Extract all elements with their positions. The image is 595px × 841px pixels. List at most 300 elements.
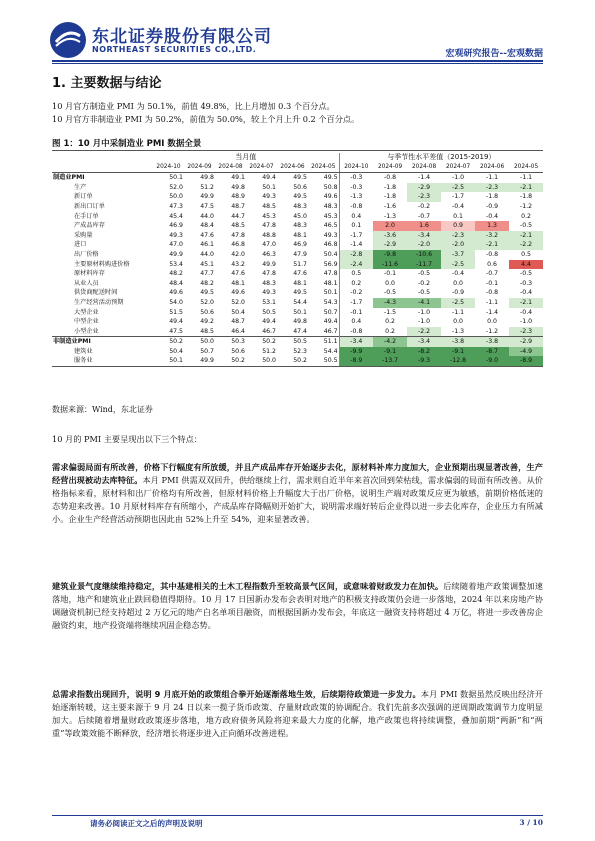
current-value-cell: 49.5 bbox=[293, 289, 307, 297]
deviation-value-cell: 0.2 bbox=[385, 318, 395, 326]
deviation-value-cell: -1.8 bbox=[384, 193, 397, 201]
current-value-cell: 49.3 bbox=[323, 231, 338, 239]
deviation-value-cell: -1.8 bbox=[520, 193, 533, 201]
current-value-cell: 49.3 bbox=[262, 193, 276, 201]
deviation-value-cell: -2.3 bbox=[407, 192, 441, 202]
deviation-value-cell: 0.0 bbox=[453, 279, 463, 287]
current-value-cell: 47.6 bbox=[231, 270, 245, 278]
deviation-value-cell: -1.7 bbox=[339, 231, 373, 241]
header-divider bbox=[52, 60, 543, 62]
row-label: 从业人员 bbox=[74, 279, 99, 287]
table-row bbox=[52, 279, 543, 289]
deviation-value-cell: 1.6 bbox=[407, 221, 441, 231]
deviation-value-cell: -1.0 bbox=[418, 318, 431, 326]
deviation-value-cell: -4.9 bbox=[509, 347, 543, 357]
paragraph-2-highlight: 需求偏弱局面有所改善，价格下行幅度有所放缓，并且产成品库存开始逐步去化，原材料补库力度加大，企业预期出现显著改善，生产经营出现被动去库特征。 bbox=[52, 462, 543, 485]
deviation-value-cell: -4.1 bbox=[407, 298, 441, 308]
intro-line-1: 10 月官方制造业 PMI 为 50.1%，前值 49.8%，比上月增加 0.3 个百分点。 bbox=[52, 101, 335, 111]
deviation-value-cell: -9.1 bbox=[373, 347, 407, 357]
table-row bbox=[52, 231, 543, 241]
table-corner bbox=[52, 153, 153, 163]
deviation-value-cell: 0.1 bbox=[339, 221, 373, 231]
current-value-cell: 48.8 bbox=[262, 231, 276, 239]
deviation-value-cell: -0.8 bbox=[339, 327, 373, 337]
table-row bbox=[52, 308, 543, 318]
current-date-header: 2024-10 bbox=[153, 163, 184, 173]
section-title: 1. 主要数据与结论 bbox=[52, 76, 162, 91]
current-value-cell: 50.7 bbox=[323, 308, 338, 316]
current-value-cell: 46.8 bbox=[231, 241, 245, 249]
body-paragraph-3 bbox=[52, 580, 543, 632]
deviation-value-cell: -9.8 bbox=[373, 250, 407, 260]
footer-divider bbox=[52, 815, 543, 816]
deviation-value-cell: -2.3 bbox=[475, 183, 509, 193]
deviation-date-header: 2024-05 bbox=[509, 163, 543, 173]
deviation-value-cell: 2.0 bbox=[373, 221, 407, 231]
row-label: 主要原材料购进价格 bbox=[74, 260, 130, 268]
deviation-value-cell: -0.1 bbox=[384, 270, 397, 278]
deviation-value-cell: -0.1 bbox=[339, 308, 373, 318]
deviation-value-cell: -1.0 bbox=[452, 174, 465, 182]
group-header-deviation: 与季节性水平差值（2015-2019） bbox=[339, 153, 543, 163]
paragraph-2-text: 本月 PMI 供需双双回升，供给继续上行，需求则自近半年来首次回到荣枯线，需求偏弱的局面有所改善。从价格指标来看，原材料和出厂价格均有所改善，但原材料价格上升幅度大于出厂价格，说明生产端对政策反应更为敏感，前期价格低迷的态势迎来改善。10 月原材料库存有所缩小，产成品库存降幅则开始扩大，说明需求端好转后企业得以进一步去化库存，企业压力有所减小。企业生产经营活动预期也因此由 52%上升至 54%，迎来显著改善。 bbox=[52, 475, 543, 524]
deviation-value-cell: -0.7 bbox=[486, 270, 499, 278]
deviation-value-cell: 0.5 bbox=[339, 269, 373, 279]
deviation-value-cell: 0.2 bbox=[339, 279, 373, 289]
current-value-cell: 47.9 bbox=[293, 250, 307, 258]
deviation-value-cell: -1.1 bbox=[486, 298, 499, 306]
deviation-value-cell: -3.4 bbox=[407, 337, 441, 347]
current-value-cell: 54.3 bbox=[323, 298, 338, 306]
deviation-value-cell: -1.1 bbox=[452, 308, 465, 316]
company-name-en: NORTHEAST SECURITIES CO.,LTD. bbox=[92, 45, 257, 54]
current-date-header: 2024-07 bbox=[246, 163, 277, 173]
paragraph-3-text: 后续随着地产政策调整加速落地，地产和建筑业止跌回稳值得期待。10 月 17 日国新办发布会表明对地产的积极支持政策仍会进一步落地，2024 年以来房地产协调融资机制已经支持超过 2 万亿元的地产白名单项目融资，而根据国新办发布会，年底这一融资支持将超过 4 万亿，将进一步改善房企融资约束，地产投资端将继续巩固企稳态势。 bbox=[52, 581, 543, 630]
deviation-value-cell: -2.3 bbox=[509, 327, 543, 337]
current-value-cell: 48.4 bbox=[169, 279, 183, 287]
deviation-value-cell: -2.1 bbox=[509, 298, 543, 308]
deviation-value-cell: -1.6 bbox=[384, 202, 397, 210]
table-row bbox=[52, 269, 543, 279]
current-date-header: 2024-05 bbox=[308, 163, 339, 173]
current-value-cell: 46.5 bbox=[323, 222, 338, 230]
table-row bbox=[52, 356, 543, 366]
table-row bbox=[52, 337, 543, 347]
deviation-value-cell: 0.1 bbox=[453, 212, 463, 220]
current-value-cell: 47.6 bbox=[293, 270, 307, 278]
table-row bbox=[52, 298, 543, 308]
current-value-cell: 51.1 bbox=[308, 337, 339, 347]
current-value-cell: 46.7 bbox=[262, 327, 276, 335]
deviation-value-cell: -9.0 bbox=[475, 356, 509, 366]
current-value-cell: 50.1 bbox=[293, 308, 307, 316]
current-value-cell: 49.2 bbox=[200, 318, 214, 326]
deviation-value-cell: -11.7 bbox=[407, 260, 441, 270]
table-row bbox=[52, 192, 543, 202]
company-logo-icon bbox=[50, 22, 86, 58]
table-row bbox=[52, 240, 543, 250]
current-value-cell: 47.3 bbox=[169, 202, 183, 210]
current-value-cell: 47.4 bbox=[293, 327, 307, 335]
deviation-value-cell: -3.4 bbox=[339, 337, 373, 347]
deviation-value-cell: -1.5 bbox=[384, 308, 397, 316]
current-value-cell: 50.1 bbox=[323, 289, 338, 297]
current-value-cell: 48.3 bbox=[293, 202, 307, 210]
table-row bbox=[52, 250, 543, 260]
current-value-cell: 50.2 bbox=[277, 356, 308, 366]
current-value-cell: 50.7 bbox=[200, 347, 214, 355]
table-row bbox=[52, 260, 543, 270]
current-value-cell: 46.9 bbox=[169, 222, 183, 230]
current-value-cell: 49.5 bbox=[293, 174, 307, 182]
current-value-cell: 50.4 bbox=[323, 250, 338, 258]
paragraph-3-highlight: 建筑业景气度继续维持稳定，其中基建相关的土木工程指数升至较高景气区间，或意味着财政发力在加快。 bbox=[52, 581, 444, 591]
current-value-cell: 47.7 bbox=[200, 270, 214, 278]
table-row bbox=[52, 212, 543, 222]
deviation-value-cell: 0.5 bbox=[521, 250, 531, 258]
current-value-cell: 51.2 bbox=[262, 347, 276, 355]
current-value-cell: 50.1 bbox=[262, 183, 276, 191]
deviation-value-cell: 0.4 bbox=[339, 317, 373, 327]
row-label: 供货商配送时间 bbox=[74, 289, 118, 297]
current-value-cell: 48.3 bbox=[262, 279, 276, 287]
deviation-value-cell: -0.8 bbox=[384, 174, 397, 182]
deviation-value-cell: 0.6 bbox=[487, 260, 497, 268]
current-value-cell: 50.4 bbox=[169, 347, 183, 355]
current-value-cell: 50.8 bbox=[323, 183, 338, 191]
current-value-cell: 50.3 bbox=[215, 337, 246, 347]
deviation-value-cell: -12.8 bbox=[441, 356, 475, 366]
deviation-value-cell: 0.0 bbox=[453, 318, 463, 326]
deviation-value-cell: -0.7 bbox=[418, 212, 431, 220]
current-value-cell: 44.0 bbox=[200, 212, 214, 220]
current-value-cell: 46.3 bbox=[262, 250, 276, 258]
current-value-cell: 48.1 bbox=[231, 279, 245, 287]
figure-title: 图 1：10 月中采制造业 PMI 数据全景 bbox=[52, 139, 202, 149]
deviation-value-cell: -0.4 bbox=[520, 308, 533, 316]
deviation-value-cell: -2.1 bbox=[509, 231, 543, 241]
body-paragraph-4 bbox=[52, 688, 543, 740]
current-value-cell: 49.1 bbox=[231, 174, 245, 182]
current-value-cell: 49.5 bbox=[323, 174, 338, 182]
current-value-cell: 50.6 bbox=[231, 347, 245, 355]
current-value-cell: 48.2 bbox=[200, 279, 214, 287]
current-date-header: 2024-09 bbox=[184, 163, 215, 173]
footer-notice: 请务必阅读正文之后的声明及说明 bbox=[90, 819, 203, 828]
header-divider-thin bbox=[52, 63, 543, 64]
row-label: 生产 bbox=[74, 183, 87, 191]
current-value-cell: 48.4 bbox=[200, 222, 214, 230]
deviation-value-cell: -1.3 bbox=[339, 192, 373, 202]
current-value-cell: 52.0 bbox=[169, 183, 183, 191]
deviation-value-cell: -10.6 bbox=[407, 250, 441, 260]
current-value-cell: 52.3 bbox=[293, 347, 307, 355]
row-label: 采购量 bbox=[74, 231, 93, 239]
current-value-cell: 49.8 bbox=[293, 318, 307, 326]
deviation-value-cell: -0.3 bbox=[520, 279, 533, 287]
current-value-cell: 49.4 bbox=[323, 318, 338, 326]
deviation-value-cell: -0.5 bbox=[520, 270, 533, 278]
deviation-value-cell: -0.4 bbox=[486, 212, 499, 220]
deviation-value-cell: -1.1 bbox=[520, 174, 533, 182]
deviation-value-cell: -8.9 bbox=[339, 356, 373, 366]
table-row bbox=[52, 327, 543, 337]
deviation-value-cell: -3.4 bbox=[407, 231, 441, 241]
deviation-value-cell: 0.2 bbox=[521, 212, 531, 220]
current-value-cell: 49.9 bbox=[184, 356, 215, 366]
figure-source: 数据来源：Wind，东北证券 bbox=[52, 405, 153, 414]
row-label: 服务业 bbox=[52, 356, 153, 366]
current-value-cell: 50.6 bbox=[293, 183, 307, 191]
deviation-value-cell: -4.2 bbox=[373, 337, 407, 347]
row-label: 原材料库存 bbox=[74, 270, 105, 278]
row-label: 出厂价格 bbox=[74, 250, 99, 258]
deviation-value-cell: -3.7 bbox=[441, 250, 475, 260]
current-value-cell: 44.0 bbox=[200, 250, 214, 258]
current-value-cell: 48.1 bbox=[323, 279, 338, 287]
deviation-value-cell: 1.3 bbox=[475, 221, 509, 231]
pmi-table bbox=[52, 153, 543, 367]
current-value-cell: 48.9 bbox=[231, 193, 245, 201]
deviation-value-cell: -0.5 bbox=[418, 289, 431, 297]
deviation-value-cell: -2.0 bbox=[441, 240, 475, 250]
current-value-cell: 47.0 bbox=[262, 241, 276, 249]
deviation-date-header: 2024-10 bbox=[339, 163, 373, 173]
row-label: 制造业PMI bbox=[53, 174, 85, 182]
current-value-cell: 50.6 bbox=[200, 308, 214, 316]
current-value-cell: 45.0 bbox=[293, 212, 307, 220]
paragraph-4-highlight: 总需求指数出现回升，说明 9 月底开始的政策组合拳开始逐渐落地生效，后续期待政策进一步发力。 bbox=[52, 689, 421, 699]
current-value-cell: 50.2 bbox=[215, 356, 246, 366]
deviation-value-cell: -0.5 bbox=[418, 270, 431, 278]
current-value-cell: 49.4 bbox=[262, 318, 276, 326]
current-value-cell: 56.9 bbox=[323, 260, 338, 268]
deviation-value-cell: -0.2 bbox=[339, 288, 373, 298]
body-paragraph-2 bbox=[52, 461, 543, 526]
current-value-cell: 51.7 bbox=[293, 260, 307, 268]
deviation-value-cell: -2.0 bbox=[407, 240, 441, 250]
current-value-cell: 47.8 bbox=[262, 270, 276, 278]
deviation-value-cell: -0.4 bbox=[452, 270, 465, 278]
deviation-value-cell: -8.2 bbox=[407, 347, 441, 357]
current-value-cell: 49.8 bbox=[231, 183, 245, 191]
row-label: 新出口订单 bbox=[74, 202, 105, 210]
table-row bbox=[52, 183, 543, 193]
deviation-value-cell: -9.9 bbox=[339, 347, 373, 357]
current-value-cell: 51.2 bbox=[200, 183, 214, 191]
current-value-cell: 52.0 bbox=[231, 298, 245, 306]
deviation-value-cell: -1.3 bbox=[452, 327, 465, 335]
deviation-value-cell: -2.5 bbox=[441, 260, 475, 270]
current-value-cell: 50.4 bbox=[231, 308, 245, 316]
current-value-cell: 47.5 bbox=[200, 202, 214, 210]
deviation-date-header: 2024-09 bbox=[373, 163, 407, 173]
current-value-cell: 50.5 bbox=[262, 308, 276, 316]
deviation-value-cell: -2.8 bbox=[339, 250, 373, 260]
deviation-value-cell: -13.7 bbox=[373, 356, 407, 366]
deviation-value-cell: -0.3 bbox=[339, 173, 373, 183]
deviation-value-cell: -3.8 bbox=[475, 337, 509, 347]
row-label: 进口 bbox=[74, 241, 87, 249]
deviation-value-cell: -1.8 bbox=[384, 183, 397, 191]
row-label: 大型企业 bbox=[74, 308, 99, 316]
row-label: 小型企业 bbox=[74, 327, 99, 335]
deviation-value-cell: -1.4 bbox=[418, 174, 431, 182]
deviation-value-cell: -2.5 bbox=[441, 298, 475, 308]
current-value-cell: 49.9 bbox=[262, 260, 276, 268]
table-row bbox=[52, 221, 543, 231]
current-value-cell: 45.4 bbox=[169, 212, 183, 220]
current-value-cell: 50.0 bbox=[169, 193, 183, 201]
current-value-cell: 46.1 bbox=[200, 241, 214, 249]
current-value-cell: 50.0 bbox=[246, 356, 277, 366]
current-value-cell: 50.5 bbox=[277, 337, 308, 347]
current-value-cell: 46.9 bbox=[293, 241, 307, 249]
deviation-value-cell: -4.3 bbox=[373, 298, 407, 308]
deviation-value-cell: -1.2 bbox=[486, 327, 499, 335]
group-header-current: 当月值 bbox=[235, 153, 257, 161]
current-value-cell: 49.6 bbox=[323, 193, 338, 201]
current-value-cell: 46.7 bbox=[323, 327, 338, 335]
deviation-value-cell: -1.2 bbox=[520, 202, 533, 210]
current-value-cell: 49.4 bbox=[262, 174, 276, 182]
current-value-cell: 47.8 bbox=[262, 222, 276, 230]
paragraph-4-text: 本月 PMI 数据虽然反映出经济开始逐渐转暖，这主要来源于 9 月 24 日以来一揽子货币政策、存量财政政策的协调配合。我们先前多次强调的逆周期政策调节力度明显加大。后续随着增量财政政策逐步落地，地方政府债务风险将迎来最大力度的化解，地产政策也将持续调整，叠加前期“两新”和“两重”等政策效能不断释放，经济增长将逐步进入正向循环改善进程。 bbox=[52, 689, 543, 738]
deviation-value-cell: -11.6 bbox=[373, 260, 407, 270]
current-value-cell: 45.1 bbox=[200, 260, 214, 268]
current-value-cell: 53.1 bbox=[262, 298, 276, 306]
deviation-value-cell: -0.2 bbox=[418, 202, 431, 210]
table-row bbox=[52, 288, 543, 298]
deviation-value-cell: -2.9 bbox=[509, 337, 543, 347]
deviation-value-cell: -1.7 bbox=[452, 193, 465, 201]
current-value-cell: 45.3 bbox=[323, 212, 338, 220]
deviation-value-cell: -2.2 bbox=[407, 327, 441, 337]
deviation-value-cell: -1.4 bbox=[339, 240, 373, 250]
current-value-cell: 47.8 bbox=[323, 270, 338, 278]
current-value-cell: 48.3 bbox=[293, 222, 307, 230]
deviation-value-cell: -2.5 bbox=[441, 183, 475, 193]
current-value-cell: 50.2 bbox=[153, 337, 184, 347]
current-value-cell: 48.1 bbox=[293, 231, 307, 239]
deviation-value-cell: -2.9 bbox=[373, 240, 407, 250]
current-value-cell: 50.0 bbox=[184, 337, 215, 347]
table-row bbox=[52, 173, 543, 183]
current-value-cell: 42.0 bbox=[231, 250, 245, 258]
current-date-header: 2024-08 bbox=[215, 163, 246, 173]
current-value-cell: 49.6 bbox=[169, 289, 183, 297]
deviation-value-cell: -1.3 bbox=[384, 212, 397, 220]
deviation-value-cell: -3.8 bbox=[441, 337, 475, 347]
deviation-value-cell: -2.3 bbox=[441, 231, 475, 241]
deviation-value-cell: -0.5 bbox=[384, 289, 397, 297]
row-label: 生产经营活动预期 bbox=[74, 298, 124, 306]
current-value-cell: 53.4 bbox=[169, 260, 183, 268]
current-value-cell: 46.4 bbox=[231, 327, 245, 335]
row-label: 在手订单 bbox=[74, 212, 99, 220]
current-value-cell: 49.4 bbox=[169, 318, 183, 326]
current-value-cell: 51.5 bbox=[169, 308, 183, 316]
deviation-value-cell: -1.4 bbox=[486, 308, 499, 316]
report-type: 宏观研究报告--宏观数据 bbox=[445, 49, 543, 59]
deviation-date-header: 2024-07 bbox=[441, 163, 475, 173]
company-name-cn: 东北证券股份有限公司 bbox=[92, 27, 272, 47]
current-value-cell: 49.9 bbox=[200, 193, 214, 201]
current-value-cell: 48.5 bbox=[200, 327, 214, 335]
deviation-value-cell: -1.8 bbox=[486, 193, 499, 201]
current-value-cell: 49.5 bbox=[200, 289, 214, 297]
current-value-cell: 47.6 bbox=[200, 231, 214, 239]
table-row bbox=[52, 347, 543, 357]
current-value-cell: 49.5 bbox=[293, 193, 307, 201]
deviation-value-cell: -0.8 bbox=[486, 289, 499, 297]
deviation-value-cell: -2.2 bbox=[509, 240, 543, 250]
current-value-cell: 49.8 bbox=[200, 174, 214, 182]
row-label: 产成品库存 bbox=[74, 222, 105, 230]
deviation-value-cell: -3.2 bbox=[475, 231, 509, 241]
deviation-value-cell: -0.8 bbox=[486, 250, 499, 258]
deviation-value-cell: -0.9 bbox=[486, 202, 499, 210]
deviation-date-header: 2024-08 bbox=[407, 163, 441, 173]
current-value-cell: 48.2 bbox=[169, 270, 183, 278]
deviation-value-cell: 0.0 bbox=[385, 279, 395, 287]
current-value-cell: 43.2 bbox=[231, 260, 245, 268]
deviation-value-cell: -0.1 bbox=[486, 279, 499, 287]
deviation-value-cell: -0.4 bbox=[520, 289, 533, 297]
current-value-cell: 54.4 bbox=[293, 298, 307, 306]
table-row bbox=[52, 202, 543, 212]
table-row bbox=[52, 317, 543, 327]
deviation-value-cell: 0.2 bbox=[385, 327, 395, 335]
deviation-value-cell: -9.1 bbox=[441, 347, 475, 357]
deviation-value-cell: -0.8 bbox=[339, 202, 373, 212]
current-value-cell: 48.1 bbox=[293, 279, 307, 287]
intro-line-2: 10 月官方非制造业 PMI 为 50.2%，前值为 50.0%，较上个月上升 0.2 个百分点。 bbox=[52, 114, 360, 124]
row-label: 中型企业 bbox=[74, 318, 99, 326]
deviation-value-cell: -0.2 bbox=[418, 279, 431, 287]
current-value-cell: 46.8 bbox=[323, 241, 338, 249]
current-value-cell: 54.0 bbox=[169, 298, 183, 306]
deviation-value-cell: 0.9 bbox=[441, 221, 475, 231]
current-value-cell: 49.3 bbox=[169, 231, 183, 239]
current-value-cell: 47.0 bbox=[169, 241, 183, 249]
current-value-cell: 45.3 bbox=[262, 212, 276, 220]
deviation-value-cell: -1.1 bbox=[486, 174, 499, 182]
deviation-value-cell: -0.5 bbox=[520, 222, 533, 230]
current-value-cell: 49.6 bbox=[231, 289, 245, 297]
deviation-value-cell: -2.1 bbox=[475, 240, 509, 250]
figure-top-rule bbox=[52, 150, 543, 151]
date-header-blank bbox=[52, 163, 153, 173]
current-date-header: 2024-06 bbox=[277, 163, 308, 173]
deviation-date-header: 2024-06 bbox=[475, 163, 509, 173]
current-value-cell: 47.5 bbox=[169, 327, 183, 335]
current-value-cell: 50.1 bbox=[169, 174, 183, 182]
deviation-value-cell: -8.9 bbox=[509, 356, 543, 366]
current-value-cell: 48.7 bbox=[231, 318, 245, 326]
deviation-value-cell: 4.4 bbox=[509, 260, 543, 270]
deviation-value-cell: -2.1 bbox=[509, 183, 543, 193]
current-value-cell: 49.3 bbox=[262, 289, 276, 297]
current-value-cell: 48.5 bbox=[231, 222, 245, 230]
deviation-value-cell: -3.6 bbox=[373, 231, 407, 241]
row-label: 建筑业 bbox=[74, 347, 93, 355]
body-paragraph-1: 10 月的 PMI 主要呈现出以下三个特点： bbox=[52, 434, 202, 444]
current-value-cell: 44.7 bbox=[231, 212, 245, 220]
deviation-value-cell: -8.7 bbox=[475, 347, 509, 357]
deviation-value-cell: -1.0 bbox=[520, 318, 533, 326]
row-label: 新订单 bbox=[74, 193, 93, 201]
